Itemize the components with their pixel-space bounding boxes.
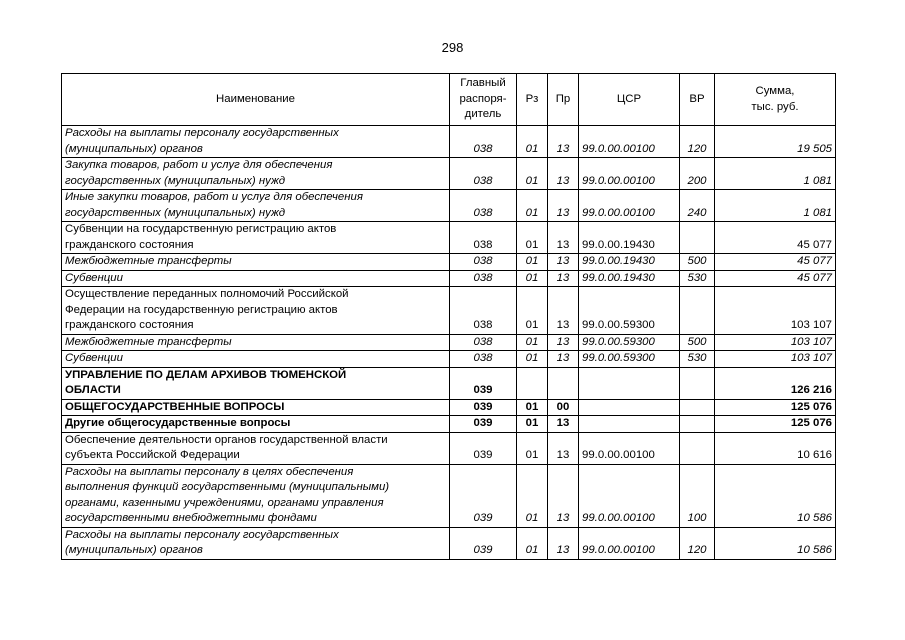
cell-vr: 500 — [680, 334, 715, 351]
cell-name: УПРАВЛЕНИЕ ПО ДЕЛАМ АРХИВОВ ТЮМЕНСКОЙ ОБЛАСТИ — [62, 367, 450, 399]
cell-pr: 13 — [548, 334, 579, 351]
cell-name: Субвенции — [62, 270, 450, 287]
cell-rz: 01 — [517, 334, 548, 351]
cell-manager: 039 — [450, 416, 517, 433]
table-row — [62, 190, 836, 222]
cell-vr: 530 — [680, 270, 715, 287]
cell-csr: 99.0.00.59300 — [579, 287, 680, 335]
cell-csr: 99.0.00.00100 — [579, 158, 680, 190]
cell-pr: 13 — [548, 464, 579, 527]
cell-manager: 039 — [450, 367, 517, 399]
cell-sum: 103 107 — [715, 334, 836, 351]
cell-pr: 13 — [548, 158, 579, 190]
cell-pr — [548, 367, 579, 399]
cell-pr: 13 — [548, 222, 579, 254]
cell-csr: 99.0.00.59300 — [579, 351, 680, 368]
cell-name: Иные закупки товаров, работ и услуг для обеспечения государственных (муниципальных) нужд — [62, 190, 450, 222]
cell-csr: 99.0.00.19430 — [579, 270, 680, 287]
cell-csr — [579, 416, 680, 433]
cell-rz: 01 — [517, 254, 548, 271]
cell-csr — [579, 399, 680, 416]
cell-name: Межбюджетные трансферты — [62, 334, 450, 351]
cell-csr: 99.0.00.59300 — [579, 334, 680, 351]
cell-vr — [680, 432, 715, 464]
header-rz: Рз — [517, 74, 548, 126]
cell-pr: 13 — [548, 126, 579, 158]
cell-rz: 01 — [517, 270, 548, 287]
cell-vr: 120 — [680, 527, 715, 559]
table-row — [62, 287, 836, 335]
cell-manager: 038 — [450, 190, 517, 222]
cell-name: Закупка товаров, работ и услуг для обеспечения государственных (муниципальных) нужд — [62, 158, 450, 190]
cell-sum: 1 081 — [715, 158, 836, 190]
header-name: Наименование — [62, 74, 450, 126]
table-row — [62, 351, 836, 368]
cell-rz: 01 — [517, 158, 548, 190]
table-row — [62, 222, 836, 254]
cell-rz: 01 — [517, 399, 548, 416]
cell-vr — [680, 367, 715, 399]
cell-csr: 99.0.00.00100 — [579, 527, 680, 559]
cell-name: Другие общегосударственные вопросы — [62, 416, 450, 433]
cell-sum: 103 107 — [715, 351, 836, 368]
cell-sum: 103 107 — [715, 287, 836, 335]
cell-rz: 01 — [517, 464, 548, 527]
budget-table — [61, 73, 836, 560]
cell-name: Субвенции — [62, 351, 450, 368]
cell-vr — [680, 416, 715, 433]
cell-manager: 038 — [450, 222, 517, 254]
cell-sum: 10 586 — [715, 464, 836, 527]
table-row — [62, 254, 836, 271]
table-row — [62, 270, 836, 287]
cell-manager: 039 — [450, 399, 517, 416]
cell-name: Расходы на выплаты персоналу государственных (муниципальных) органов — [62, 126, 450, 158]
cell-rz: 01 — [517, 222, 548, 254]
table-row — [62, 399, 836, 416]
header-row — [62, 74, 836, 126]
cell-vr: 500 — [680, 254, 715, 271]
cell-pr: 13 — [548, 287, 579, 335]
header-manager: Главный распоря- дитель — [450, 74, 517, 126]
cell-csr: 99.0.00.00100 — [579, 432, 680, 464]
cell-rz: 01 — [517, 287, 548, 335]
cell-name: Субвенции на государственную регистрацию актов гражданского состояния — [62, 222, 450, 254]
cell-rz: 01 — [517, 126, 548, 158]
cell-pr: 13 — [548, 351, 579, 368]
cell-sum: 45 077 — [715, 222, 836, 254]
cell-vr: 530 — [680, 351, 715, 368]
table-row — [62, 416, 836, 433]
cell-csr: 99.0.00.00100 — [579, 126, 680, 158]
table-body — [62, 126, 836, 560]
cell-csr: 99.0.00.19430 — [579, 222, 680, 254]
cell-pr: 13 — [548, 254, 579, 271]
table-row — [62, 334, 836, 351]
cell-vr — [680, 399, 715, 416]
page-number: 298 — [441, 40, 464, 55]
header-sum: Сумма, тыс. руб. — [715, 74, 836, 126]
cell-sum: 45 077 — [715, 270, 836, 287]
cell-pr: 13 — [548, 270, 579, 287]
cell-manager: 039 — [450, 464, 517, 527]
cell-sum: 125 076 — [715, 399, 836, 416]
cell-name: Расходы на выплаты персоналу государственных (муниципальных) органов — [62, 527, 450, 559]
cell-pr: 00 — [548, 399, 579, 416]
cell-vr — [680, 287, 715, 335]
cell-csr — [579, 367, 680, 399]
cell-manager: 038 — [450, 287, 517, 335]
cell-vr — [680, 222, 715, 254]
cell-manager: 038 — [450, 126, 517, 158]
header-vr: ВР — [680, 74, 715, 126]
cell-manager: 038 — [450, 158, 517, 190]
cell-manager: 039 — [450, 432, 517, 464]
cell-csr: 99.0.00.00100 — [579, 464, 680, 527]
cell-manager: 038 — [450, 334, 517, 351]
cell-sum: 10 586 — [715, 527, 836, 559]
table-row — [62, 527, 836, 559]
cell-vr: 240 — [680, 190, 715, 222]
cell-sum: 45 077 — [715, 254, 836, 271]
cell-manager: 038 — [450, 254, 517, 271]
cell-pr: 13 — [548, 416, 579, 433]
cell-manager: 038 — [450, 270, 517, 287]
cell-name: Расходы на выплаты персоналу в целях обеспечения выполнения функций государственными (муниципальными) органами, казенными учреждениями, органами управления государственными внебюджетными фондами — [62, 464, 450, 527]
cell-vr: 120 — [680, 126, 715, 158]
table-row — [62, 126, 836, 158]
cell-rz — [517, 367, 548, 399]
header-pr: Пр — [548, 74, 579, 126]
cell-name: Осуществление переданных полномочий Российской Федерации на государственную регистрацию актов гражданского состояния — [62, 287, 450, 335]
cell-name: ОБЩЕГОСУДАРСТВЕННЫЕ ВОПРОСЫ — [62, 399, 450, 416]
cell-pr: 13 — [548, 527, 579, 559]
cell-sum: 10 616 — [715, 432, 836, 464]
cell-rz: 01 — [517, 527, 548, 559]
cell-csr: 99.0.00.00100 — [579, 190, 680, 222]
table-row — [62, 432, 836, 464]
cell-rz: 01 — [517, 416, 548, 433]
cell-rz: 01 — [517, 432, 548, 464]
cell-manager: 039 — [450, 527, 517, 559]
cell-rz: 01 — [517, 190, 548, 222]
cell-vr: 100 — [680, 464, 715, 527]
table-row — [62, 367, 836, 399]
cell-sum: 19 505 — [715, 126, 836, 158]
header-csr: ЦСР — [579, 74, 680, 126]
cell-csr: 99.0.00.19430 — [579, 254, 680, 271]
cell-manager: 038 — [450, 351, 517, 368]
cell-name: Обеспечение деятельности органов государственной власти субъекта Российской Федерации — [62, 432, 450, 464]
cell-vr: 200 — [680, 158, 715, 190]
cell-name: Межбюджетные трансферты — [62, 254, 450, 271]
cell-rz: 01 — [517, 351, 548, 368]
cell-sum: 126 216 — [715, 367, 836, 399]
cell-pr: 13 — [548, 190, 579, 222]
table-row — [62, 158, 836, 190]
cell-pr: 13 — [548, 432, 579, 464]
cell-sum: 1 081 — [715, 190, 836, 222]
table-row — [62, 464, 836, 527]
cell-sum: 125 076 — [715, 416, 836, 433]
